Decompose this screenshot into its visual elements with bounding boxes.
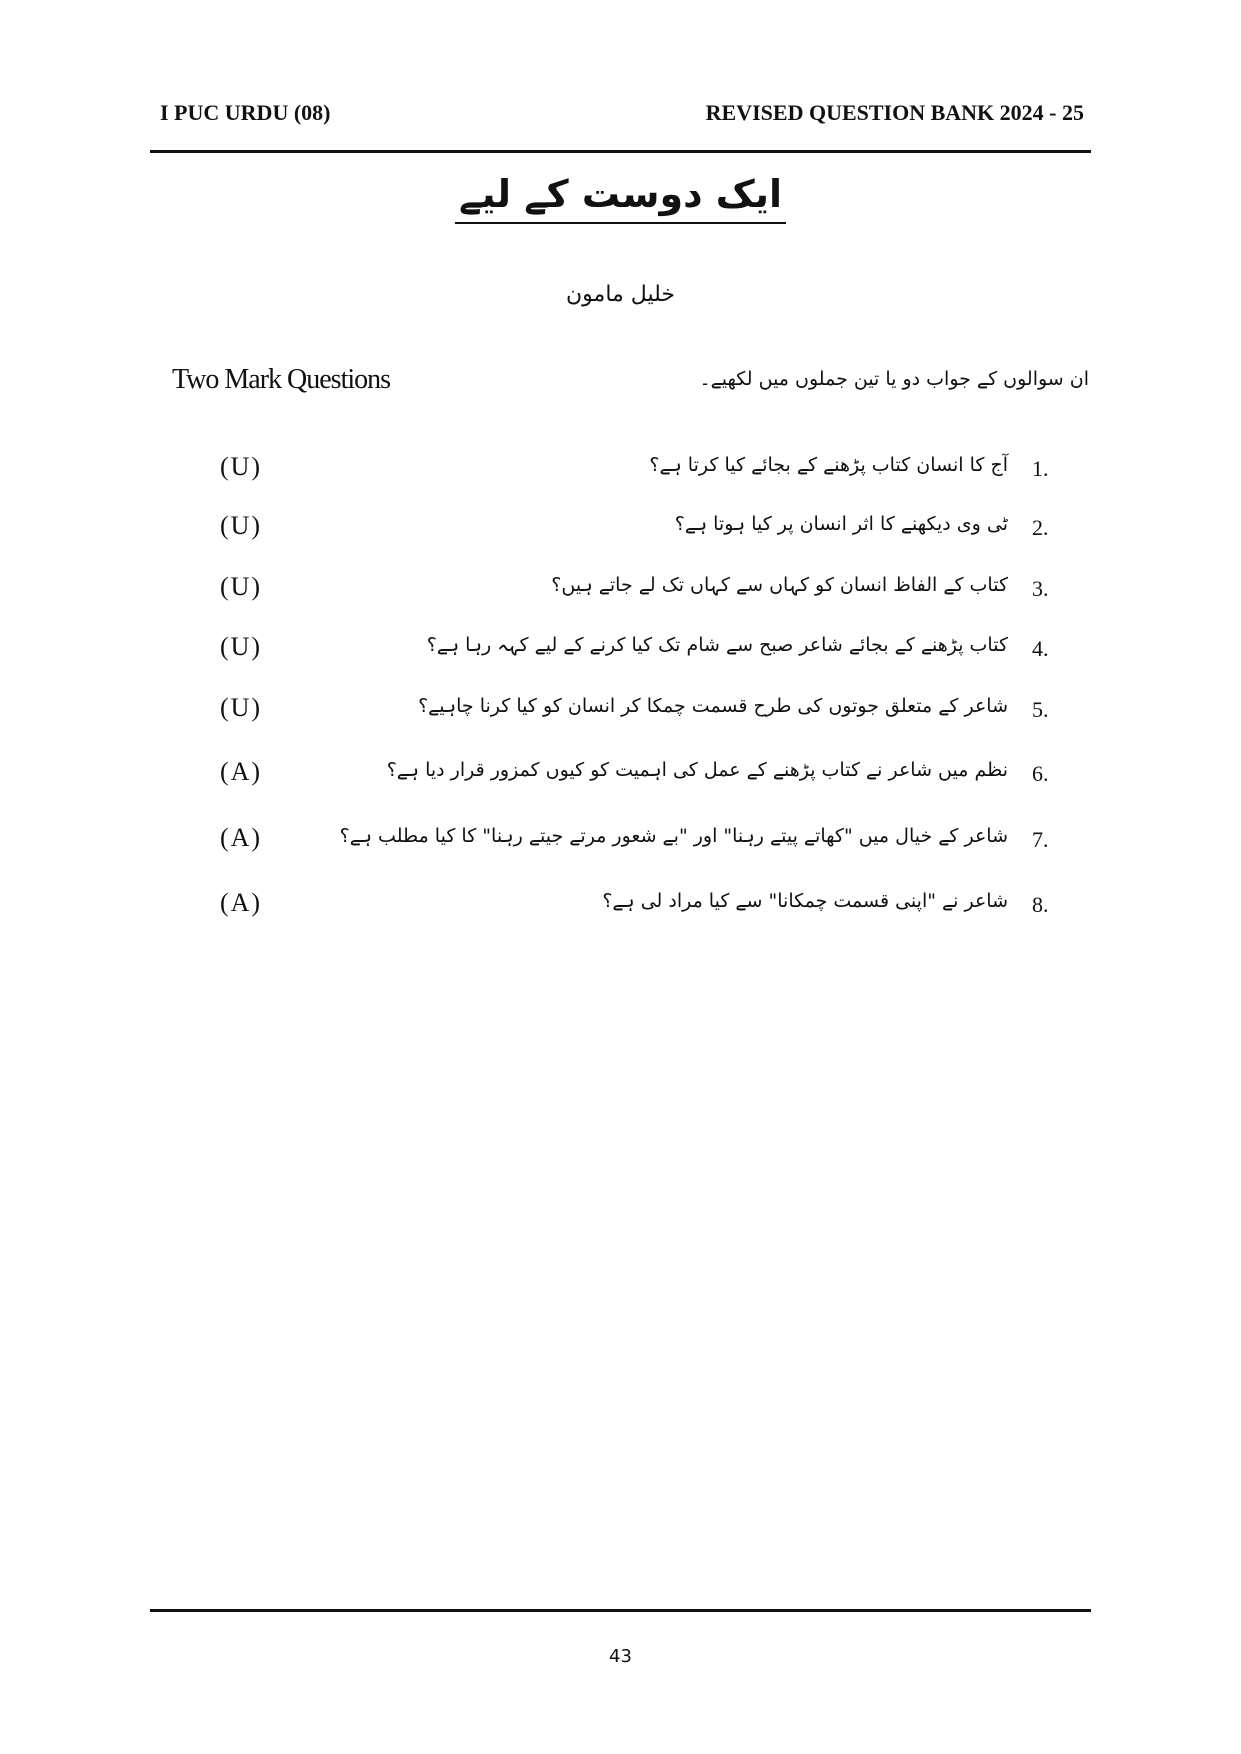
question-number: 6. [1032, 761, 1049, 786]
question-row [160, 572, 1080, 612]
question-row [160, 511, 1080, 551]
question-row [160, 693, 1080, 733]
question-row [160, 452, 1080, 492]
question-level: (U) [220, 632, 263, 661]
question-text: شاعر کے متعلق جوتوں کی طرح قسمت چمکا کر انسان کو کیا کرنا چاہیے؟ [418, 695, 1008, 717]
header-course: I PUC URDU (08) [160, 100, 331, 125]
question-number: 7. [1032, 827, 1049, 852]
question-number: 1. [1032, 456, 1049, 481]
question-number: 5. [1032, 697, 1049, 722]
question-number: 3. [1032, 576, 1049, 601]
question-text: کتاب پڑھنے کے بجائے شاعر صبح سے شام تک کیا کرنے کے لیے کہہ رہا ہے؟ [426, 634, 1008, 656]
question-level: (U) [220, 452, 263, 481]
question-text: آج کا انسان کتاب پڑھنے کے بجائے کیا کرتا ہے؟ [649, 454, 1008, 476]
section-heading-english: Two Mark Questions [172, 364, 391, 395]
question-row [160, 632, 1080, 672]
question-row [160, 888, 1080, 928]
question-text: نظم میں شاعر نے کتاب پڑھنے کے عمل کی اہمیت کو کیوں کمزور قرار دیا ہے؟ [386, 759, 1008, 781]
poet-name: خلیل مامون [566, 282, 675, 307]
question-text: ٹی وی دیکھنے کا اثر انسان پر کیا ہوتا ہے؟ [674, 513, 1008, 535]
footer-rule [150, 1609, 1091, 1612]
question-number: 2. [1032, 515, 1049, 540]
poem-title-block [0, 172, 1241, 216]
question-row [160, 757, 1080, 797]
question-text: شاعر نے "اپنی قسمت چمکانا" سے کیا مراد لی ہے؟ [602, 890, 1008, 912]
question-level: (U) [220, 693, 263, 722]
question-level: (A) [220, 757, 263, 786]
poem-title: ایک دوست کے لیے [455, 172, 786, 224]
page-number: 43 [609, 1646, 632, 1667]
question-level: (A) [220, 823, 263, 852]
section-instruction-urdu: ان سوالوں کے جواب دو یا تین جملوں میں لکھیے۔ [699, 368, 1089, 390]
question-number: 4. [1032, 636, 1049, 661]
question-text: کتاب کے الفاظ انسان کو کہاں سے کہاں تک لے جاتے ہیں؟ [551, 574, 1008, 596]
question-text: شاعر کے خیال میں "کھاتے پیتے رہنا" اور "بے شعور مرتے جیتے رہنا" کا کیا مطلب ہے؟ [339, 825, 1008, 847]
question-number: 8. [1032, 892, 1049, 917]
question-row [160, 823, 1080, 863]
header-rule [150, 150, 1091, 153]
question-level: (A) [220, 888, 263, 917]
header-bank-title: REVISED QUESTION BANK 2024 - 25 [705, 100, 1084, 125]
question-level: (U) [220, 572, 263, 601]
question-level: (U) [220, 511, 263, 540]
